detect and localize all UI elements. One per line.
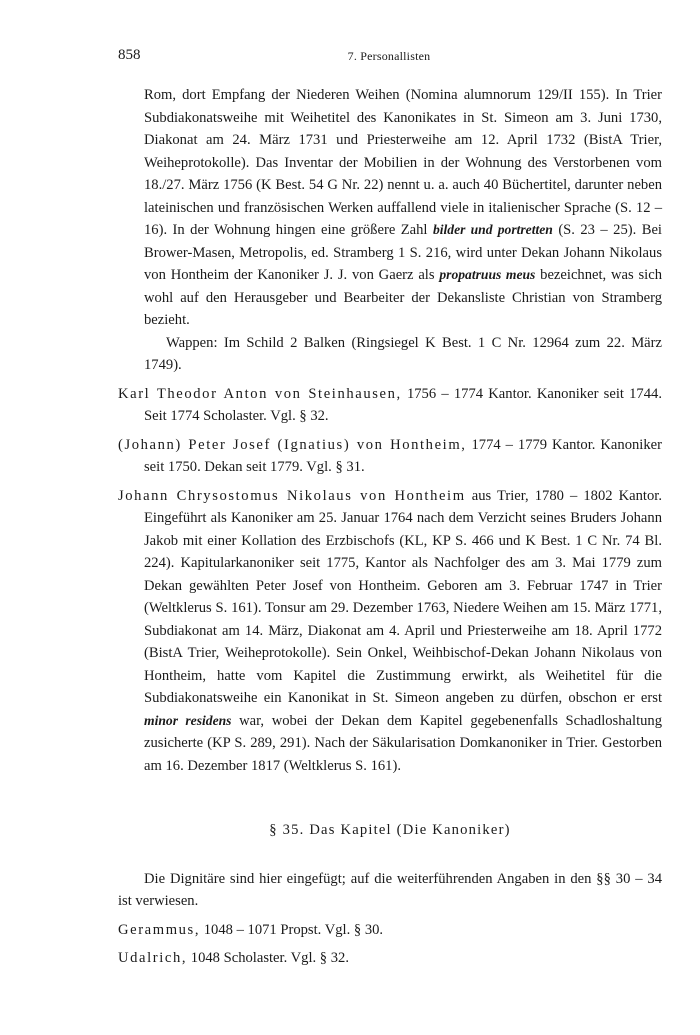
page-body [118, 84, 662, 970]
entry-text: 1756 – 1774 Kantor. Kanoniker seit 1744. Seit 1774 Scholaster. Vgl. § 32. [144, 385, 662, 424]
page-header [118, 47, 660, 67]
continuation-text-2: (S. 23 – 25). Bei Brower-Masen, Metropolis, ed. Stramberg 1 S. 216, wird unter Dekan Johann Nikolaus von Hontheim der Kanoniker J. J. von Gaerz als [144, 222, 662, 283]
entry-name: Karl Theodor Anton von Steinhausen, [118, 385, 402, 402]
continuation-text-3: bezeichnet, was sich wohl auf den Herausgeber und Bearbeiter der Dekansliste Christian von Stramberg bezieht. [144, 267, 663, 328]
continuation-text: Rom, dort Empfang der Niederen Weihen (Nomina alumnorum 129/II 155). In Trier Subdiakonatsweihe mit Weihetitel des Kanonikates in St. Simeon am 3. Juni 1730, Diakonat am 24. März 1731 und Priesterweihe am 12. April 1732 (BistA Trier, Weiheprotokolle). Das Inventar der Mobilien in der Wohnung des Verstorbenen vom 18./27. März 1756 (K Best. 54 G Nr. 22) nennt u. a. auch 40 Büchertitel, darunter neben lateinischen und französischen Werken auffallend viele in italienischer Sprache (S. 12 – 16). In der Wohnung hingen eine größere Zahl [144, 87, 662, 238]
entry-text: aus Trier, 1780 – 1802 Kantor. Eingeführt als Kanoniker am 25. Januar 1764 nach dem Verzicht seines Bruders Johann Jakob mit einer Kollation des Erzbischofs (KL, KP S. 466 und K Best. 1 C Nr. 74 Bl. 224). Kapitularkanoniker seit 1775, Kantor als Nachfolger des am 3. Mai 1779 zum Dekan gewählten Peter Josef von Hontheim. Geboren am 3. Februar 1747 in Trier (Weltklerus S. 161). Tonsur am 29. Dezember 1763, Niedere Weihen am 15. März 1771, Subdiakonat am 14. März, Diakonat am 4. April und Priesterweihe am 18. April 1772 (BistA Trier, Weiheprotokolle). Sein Onkel, Weihbischof-Dekan Johann Nikolaus von Hontheim, hatte vom Kapitel die Zustimmung erwirkt, als Weihetitel für die Subdiakonatsweihe ein Kanonikat in St. Simeon angeben zu dürfen, obschon er erst [144, 487, 662, 706]
entry-text: 1048 – 1071 Propst. Vgl. § 30. [203, 921, 384, 938]
page-number: 858 [118, 47, 141, 63]
entry-name: (Johann) Peter Josef (Ignatius) von Hontheim, [118, 436, 467, 453]
running-head: 7. Personallisten [347, 49, 431, 63]
wappen-paragraph: Wappen: Im Schild 2 Balken (Ringsiegel K Best. 1 C Nr. 12964 zum 22. März 1749). [144, 334, 662, 373]
entry-gerammus [118, 919, 662, 942]
entry-udalrich [118, 947, 662, 970]
entry-name: Johann Chrysostomus Nikolaus von Hontheim [118, 487, 466, 504]
entry-johann-chrysostomus-hontheim [118, 485, 662, 778]
entry-name: Gerammus, [118, 921, 201, 938]
italic-minor-residens: minor residens [144, 712, 232, 728]
italic-quote-propatruus: propatruus meus [439, 267, 536, 282]
section-intro: Die Dignitäre sind hier eingefügt; auf die weiterführenden Angaben in den §§ 30 – 34 ist verwiesen. [118, 870, 662, 909]
section-title: § 35. Das Kapitel (Die Kanoniker) [269, 822, 511, 838]
continuation-paragraph [118, 84, 662, 332]
italic-quote-bilder: bilder und portretten [432, 222, 553, 237]
entry-text: 1774 – 1779 Kantor. Kanoniker seit 1750. Dekan seit 1779. Vgl. § 31. [144, 436, 662, 475]
entry-text-after: war, wobei der Dekan dem Kapitel gegebenenfalls Schadloshaltung zusicherte (KP S. 289, 291). Nach der Säkularisation Domkanoniker in Trier. Gestorben am 16. Dezember 1817 (Weltklerus S. 161). [144, 712, 663, 774]
entry-text: 1048 Scholaster. Vgl. § 32. [190, 950, 349, 966]
entry-name: Udalrich, [118, 950, 188, 966]
entry-steinhausen [118, 383, 662, 428]
entry-peter-josef-hontheim [118, 434, 662, 479]
